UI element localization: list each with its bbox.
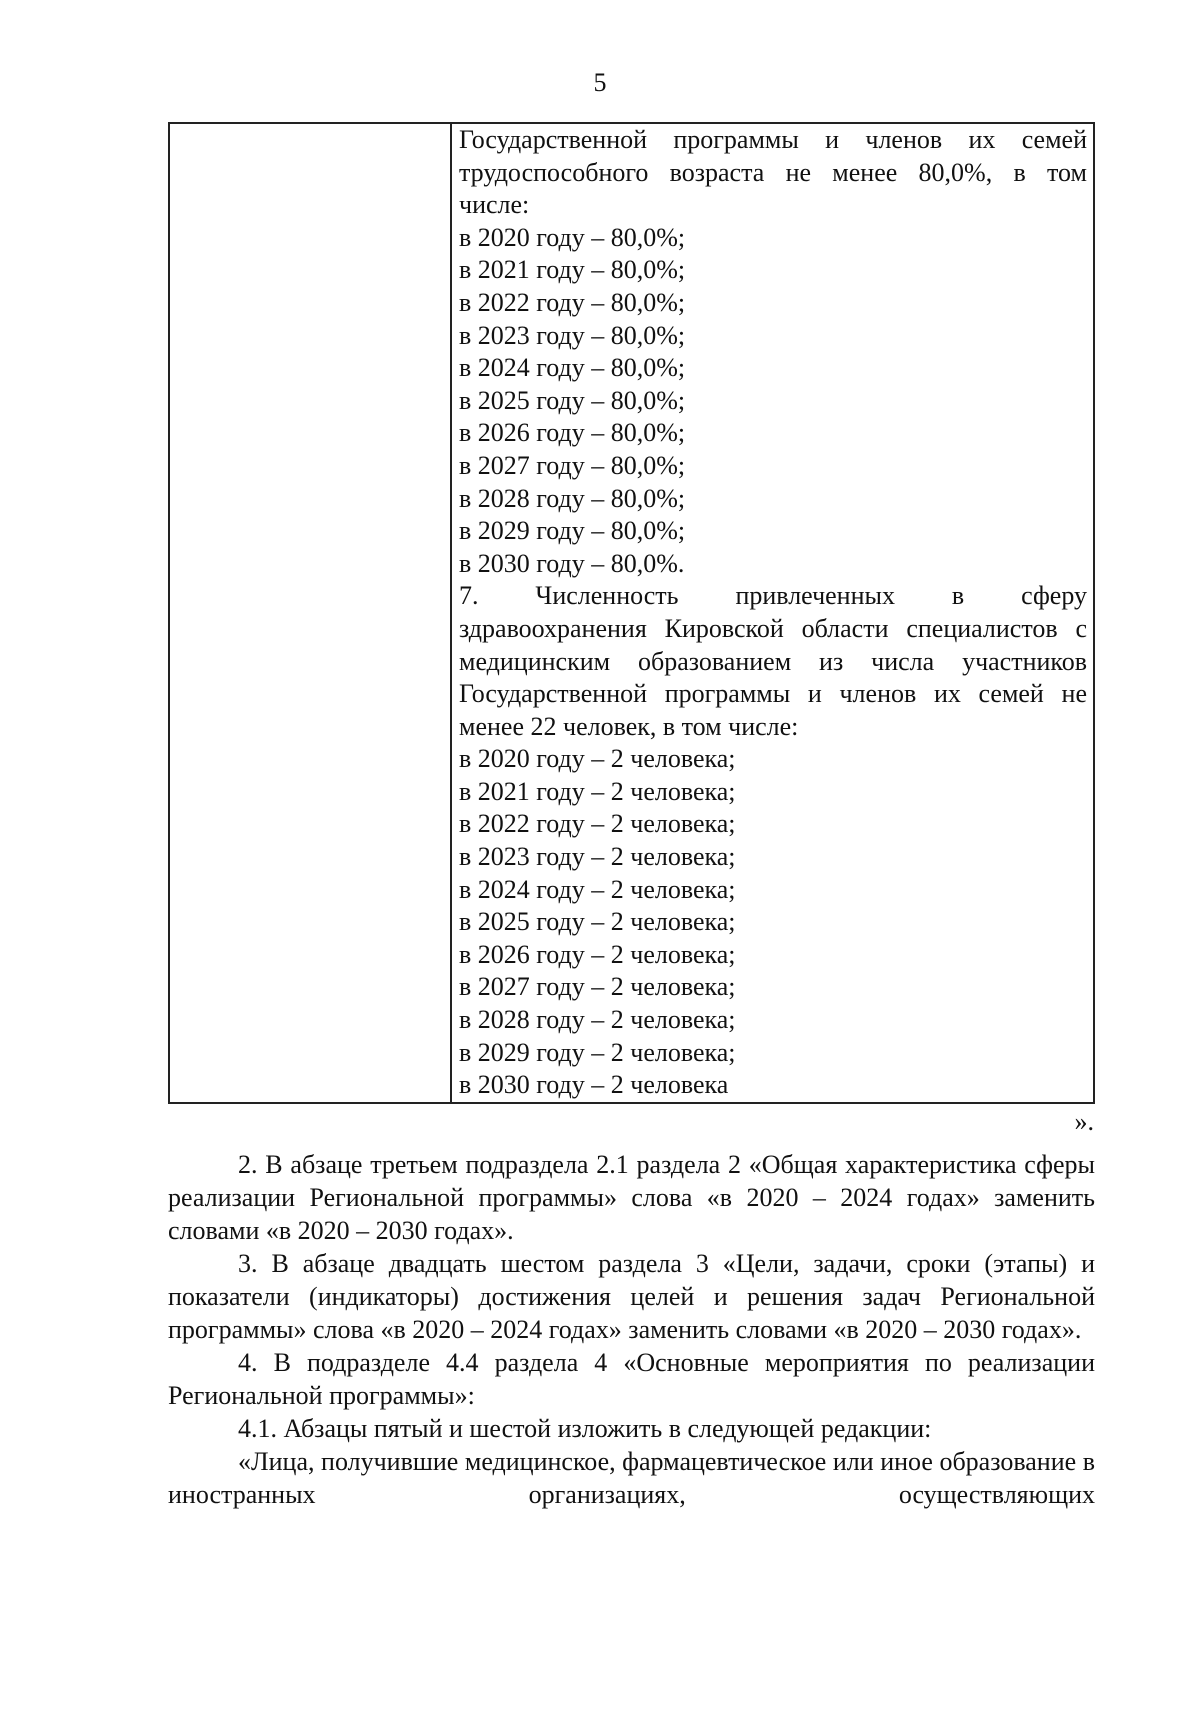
table-line: Государственной программы и членов их семей не — [459, 679, 1087, 709]
table-line: в 2026 году – 80,0%; — [459, 418, 686, 448]
paragraph-text: 4. В подразделе 4.4 раздела 4 «Основные мероприятия по реализации Региональной программы»: — [168, 1348, 1095, 1410]
table-line: в 2025 году – 2 человека; — [459, 907, 736, 937]
table-line: в 2023 году – 2 человека; — [459, 842, 736, 872]
body-paragraph — [168, 1148, 1095, 1247]
table-line: медицинским образованием из числа участников — [459, 646, 1087, 676]
body-paragraph — [168, 1247, 1095, 1346]
table-line: в 2030 году – 80,0%. — [459, 548, 685, 578]
amendment-paragraphs — [168, 1148, 1095, 1511]
table-line: в 2028 году – 2 человека; — [459, 1005, 736, 1035]
body-paragraph — [168, 1445, 1095, 1511]
table-line: в 2027 году – 2 человека; — [459, 972, 736, 1002]
table-line: в 2026 году – 2 человека; — [459, 939, 736, 969]
program-indicators-table — [168, 122, 1095, 1104]
page-number: 5 — [593, 68, 607, 97]
table-right-cell — [451, 123, 1094, 1103]
closing-quote: ». — [1074, 1107, 1094, 1136]
body-paragraph — [168, 1346, 1095, 1412]
table-line: в 2021 году – 80,0%; — [459, 255, 686, 285]
table-line: в 2024 году – 80,0%; — [459, 353, 686, 383]
table-line: в 2025 году – 80,0%; — [459, 385, 686, 415]
table-line: в 2022 году – 80,0%; — [459, 287, 686, 317]
table-line: Государственной программы и членов их семей — [459, 125, 1087, 154]
paragraph-text: «Лица, получившие медицинское, фармацевтическое или иное образование в иностранных организациях, осуществляющих — [168, 1447, 1095, 1509]
table-line: в 2028 году – 80,0%; — [459, 483, 686, 513]
indicator-text — [459, 124, 1087, 1102]
table-line: в 2024 году – 2 человека; — [459, 874, 736, 904]
table-line: 7. Численность привлеченных в сферу — [459, 581, 1087, 611]
table-line: числе: — [459, 190, 530, 220]
table-line: менее 22 человек, в том числе: — [459, 711, 799, 741]
table-row — [169, 123, 1094, 1103]
table-line: в 2029 году – 2 человека; — [459, 1037, 736, 1067]
table-line: в 2029 году – 80,0%; — [459, 516, 686, 546]
paragraph-text: 4.1. Абзацы пятый и шестой изложить в следующей редакции: — [238, 1414, 932, 1443]
table-line: в 2021 году – 2 человека; — [459, 776, 736, 806]
table-line: в 2020 году – 80,0%; — [459, 222, 686, 252]
table-line: здравоохранения Кировской области специалистов с — [459, 613, 1087, 643]
body-paragraph — [168, 1412, 1095, 1445]
paragraph-text: 2. В абзаце третьем подраздела 2.1 раздела 2 «Общая характеристика сферы реализации Региональной программы» слова «в 2020 – 2024 годах» заменить словами «в 2020 – 2030 годах». — [168, 1150, 1095, 1245]
table-line: в 2020 году – 2 человека; — [459, 744, 736, 774]
table-left-cell — [169, 123, 451, 1103]
table-line: в 2022 году – 2 человека; — [459, 809, 736, 839]
table-line: в 2023 году – 80,0%; — [459, 320, 686, 350]
table-line: в 2030 году – 2 человека — [459, 1070, 729, 1100]
table-line: трудоспособного возраста не менее 80,0%, в том — [459, 157, 1087, 187]
table-line: в 2027 году – 80,0%; — [459, 450, 686, 480]
paragraph-text: 3. В абзаце двадцать шестом раздела 3 «Цели, задачи, сроки (этапы) и показатели (индикаторы) достижения целей и решения задач Региональной программы» слова «в 2020 – 2024 годах» заменить словами «в 2020 – 2030 годах». — [168, 1249, 1095, 1344]
